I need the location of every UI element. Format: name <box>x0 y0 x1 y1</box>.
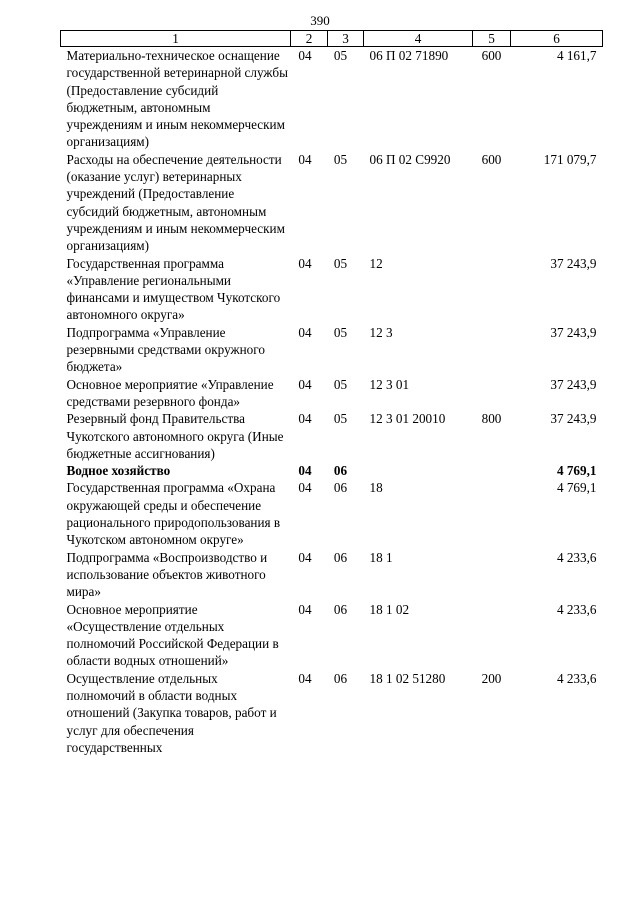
table-row <box>61 462 603 479</box>
section-code: 04 <box>298 601 312 617</box>
amount: 171 079,7 <box>543 151 597 167</box>
target-article-code <box>364 462 473 479</box>
table-body <box>61 47 603 757</box>
table-row <box>61 601 603 670</box>
target-article-code: 06 П 02 71890 <box>369 48 449 63</box>
section-code: 04 <box>298 151 312 167</box>
item-name: Расходы на обеспечение деятельности (оказание услуг) ветеринарных учреждений (Предоставление субсидий бюджетным, автономным учреждениям и иным некоммерческим организациям) <box>66 151 285 254</box>
column-header-1: 1 <box>61 31 291 47</box>
expense-type-code <box>473 601 511 670</box>
item-name: Материально-техническое оснащение государственной ветеринарной службы (Предоставление субсидий бюджетным, автономным учреждениям и иным некоммерческим организациям) <box>66 48 288 150</box>
target-article-code: 18 1 02 51280 <box>369 670 446 686</box>
item-name: Резервный фонд Правительства Чукотского автономного округа (Иные бюджетные ассигнования) <box>66 411 284 461</box>
subsection-code: 05 <box>333 376 348 392</box>
expense-type-code: 600 <box>481 48 502 63</box>
section-code: 04 <box>298 376 312 392</box>
amount: 37 243,9 <box>550 255 597 271</box>
section-code: 04 <box>298 255 312 271</box>
expense-type-code: 600 <box>481 151 502 167</box>
table-row <box>61 410 603 462</box>
target-article-code: 18 <box>369 480 383 496</box>
item-name: Подпрограмма «Воспроизводство и использование объектов животного мира» <box>66 549 268 600</box>
table-row <box>61 549 603 601</box>
subsection-code: 06 <box>333 480 348 496</box>
subsection-code: 06 <box>333 549 348 565</box>
page-number: 390 <box>310 13 330 28</box>
table-row <box>61 376 603 411</box>
target-article-code: 12 3 01 20010 <box>369 411 446 427</box>
item-name: Подпрограмма «Управление резервными средствами окружного бюджета» <box>66 324 265 375</box>
expense-type-code <box>473 462 511 479</box>
header-row <box>61 31 603 47</box>
table-header <box>61 31 603 47</box>
amount: 4 233,6 <box>556 670 597 686</box>
target-article-code: 12 3 01 <box>369 376 410 392</box>
item-name: Осуществление отдельных полномочий в области водных отношений (Закупка товаров, работ и услуг для обеспечения государственных <box>66 670 277 755</box>
column-header-4: 4 <box>364 31 473 47</box>
expense-type-code <box>473 324 511 376</box>
subsection-code: 05 <box>333 151 348 167</box>
expense-type-code: 200 <box>481 670 502 686</box>
subsection-code: 05 <box>333 324 348 340</box>
target-article-code: 12 <box>369 255 383 271</box>
budget-table <box>60 30 603 756</box>
amount: 4 769,1 <box>556 463 597 479</box>
section-code: 04 <box>298 463 312 479</box>
section-code: 04 <box>298 549 312 565</box>
amount: 4 161,7 <box>556 48 597 63</box>
table-row <box>61 255 603 324</box>
table-row <box>61 47 603 151</box>
section-code: 04 <box>298 411 312 427</box>
expense-type-code <box>473 376 511 411</box>
item-name: Водное хозяйство <box>66 463 171 479</box>
amount: 4 233,6 <box>556 549 597 565</box>
table-row <box>61 151 603 255</box>
amount: 37 243,9 <box>550 324 597 340</box>
target-article-code: 06 П 02 С9920 <box>369 151 451 167</box>
subsection-code: 05 <box>333 48 348 63</box>
section-code: 04 <box>298 324 312 340</box>
table-row <box>61 670 603 756</box>
column-header-6: 6 <box>511 31 603 47</box>
column-header-3: 3 <box>328 31 364 47</box>
target-article-code: 18 1 <box>369 549 393 565</box>
subsection-code: 05 <box>333 255 348 271</box>
section-code: 04 <box>298 670 312 686</box>
subsection-code: 05 <box>333 411 348 427</box>
subsection-code: 06 <box>333 670 348 686</box>
amount: 4 769,1 <box>556 480 597 496</box>
section-code: 04 <box>298 480 312 496</box>
item-name: Основное мероприятие «Осуществление отдельных полномочий Российской Федерации в области водных отношений» <box>66 601 279 669</box>
expense-type-code <box>473 479 511 548</box>
target-article-code: 12 3 <box>369 324 393 340</box>
section-code: 04 <box>298 48 312 63</box>
item-name: Государственная программа «Охрана окружающей среды и обеспечение рационального природопользования в Чукотском автономном округе» <box>66 480 281 548</box>
subsection-code: 06 <box>333 463 348 479</box>
column-header-2: 2 <box>291 31 328 47</box>
table-row <box>61 324 603 376</box>
table-row <box>61 479 603 548</box>
item-name: Основное мероприятие «Управление средствами резервного фонда» <box>66 376 274 409</box>
amount: 37 243,9 <box>550 376 597 392</box>
target-article-code: 18 1 02 <box>369 601 410 617</box>
subsection-code: 06 <box>333 601 348 617</box>
amount: 37 243,9 <box>550 411 597 427</box>
expense-type-code <box>473 255 511 324</box>
column-header-5: 5 <box>473 31 511 47</box>
expense-type-code: 800 <box>481 411 502 427</box>
item-name: Государственная программа «Управление региональными финансами и имуществом Чукотского автономного округа» <box>66 255 281 323</box>
expense-type-code <box>473 549 511 601</box>
amount: 4 233,6 <box>556 601 597 617</box>
